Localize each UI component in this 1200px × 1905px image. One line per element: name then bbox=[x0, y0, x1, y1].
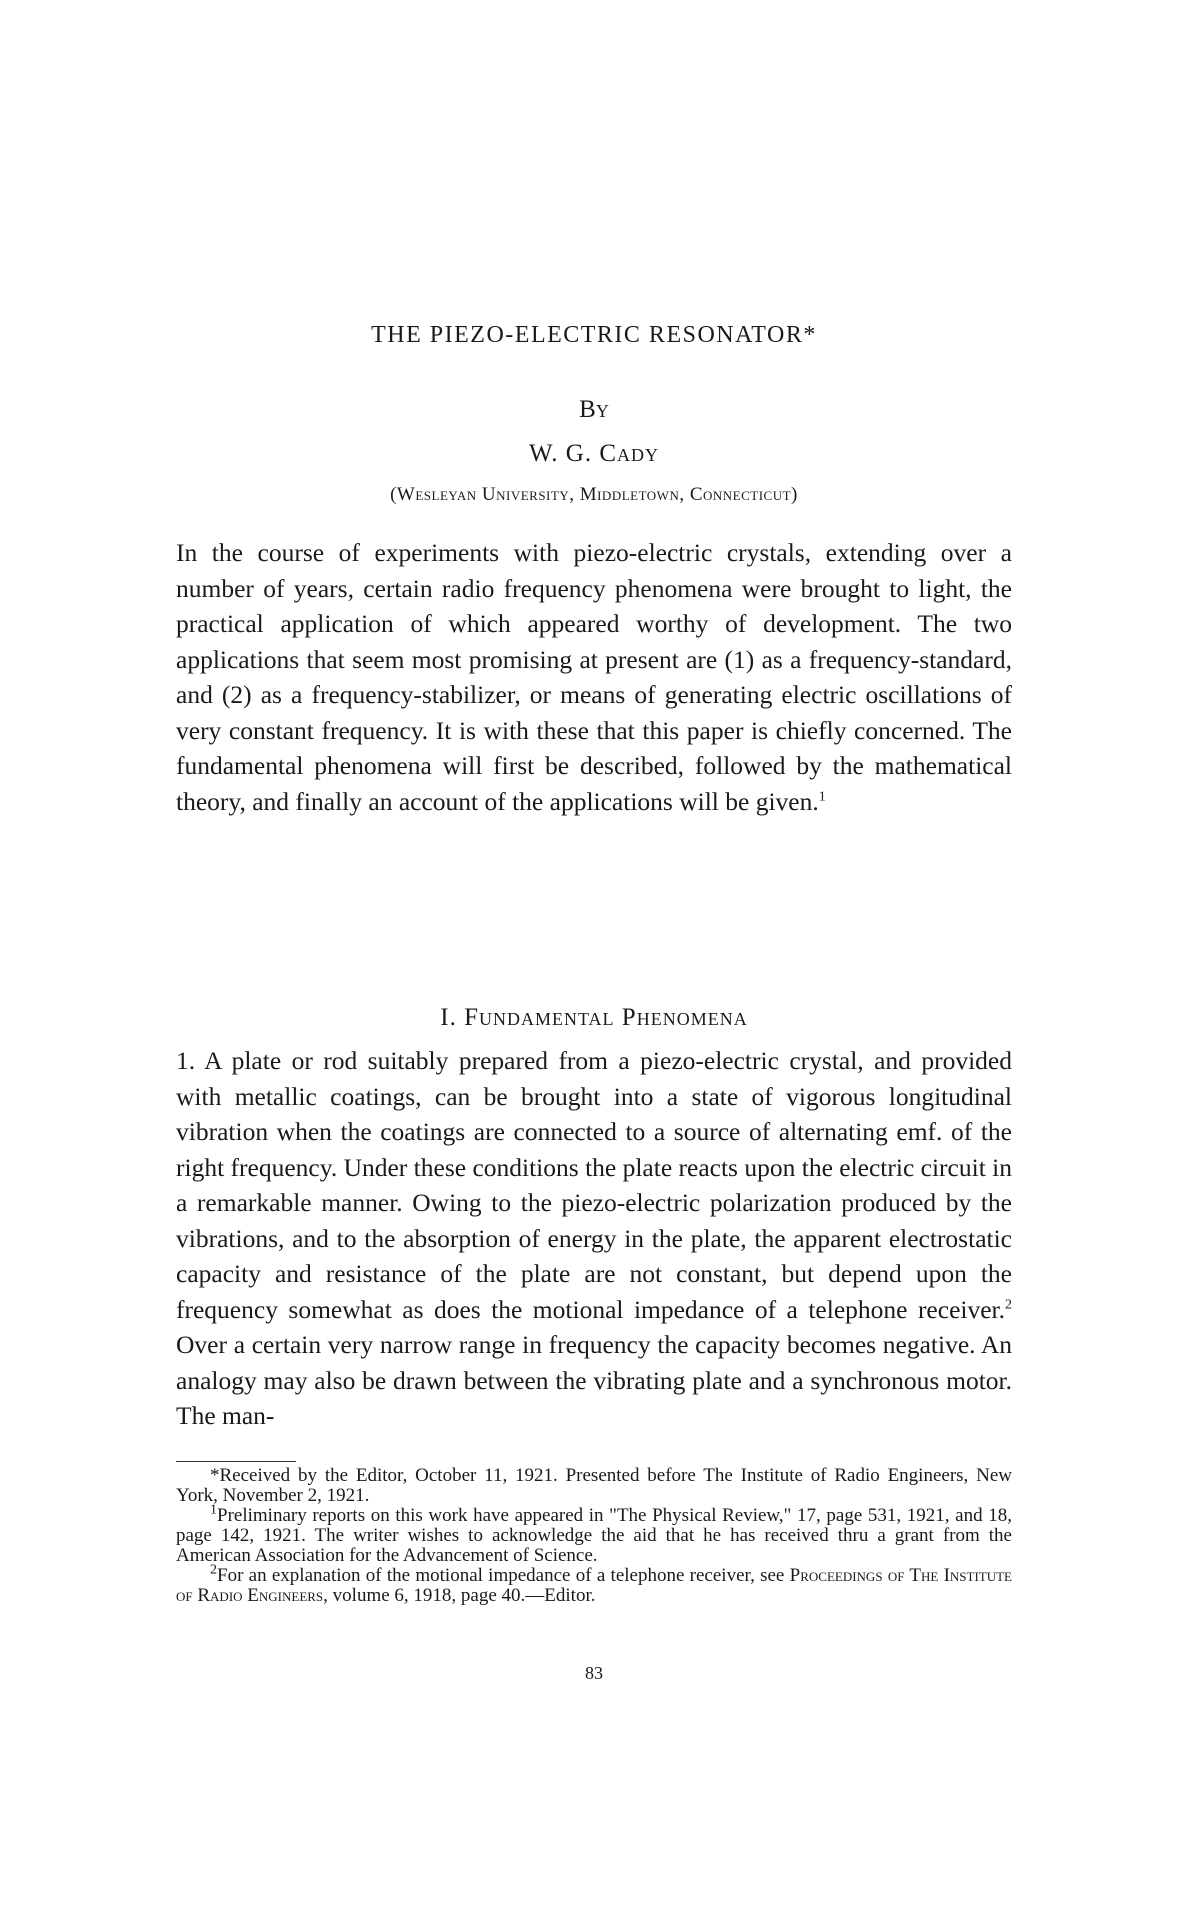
footnote-2-tail: , volume 6, 1918, page 40.—Editor. bbox=[323, 1585, 596, 1606]
page-number: 83 bbox=[585, 1663, 603, 1683]
footnote-star: *Received by the Editor, October 11, 1921. Presented before The Institute of Radio Engineers, New York, November 2, 1921. bbox=[176, 1465, 1012, 1506]
intro-paragraph bbox=[176, 535, 1012, 819]
footnote-divider bbox=[176, 1461, 296, 1462]
footnote-1-mark: 1 bbox=[210, 1502, 217, 1518]
author-affiliation: (Wesleyan University, Middletown, Connecticut) bbox=[390, 484, 798, 505]
footnote-ref-1: 1 bbox=[818, 789, 826, 804]
section-paragraph-text-a: 1. A plate or rod suitably prepared from a piezo-electric crystal, and provided with metallic coatings, can be brought into a state of vigorous longitudinal vibration when the coatings are connected to a source of alternating emf. of the right frequency. Under these conditions the plate reacts upon the electric circuit in a remarkable manner. Owing to the piezo-electric polarization produced by the vibrations, and to the absorption of energy in the plate, the apparent electrostatic capacity and resistance of the plate are not constant, but depend upon the frequency somewhat as does the motional impedance of a telephone receiver. bbox=[176, 1046, 1012, 1324]
section-heading: I. Fundamental Phenomena bbox=[440, 1004, 748, 1031]
footnote-1 bbox=[176, 1502, 1012, 1566]
footnote-2-source: Proceedings of The Institute of Radio Engineers bbox=[176, 1565, 1012, 1606]
footnote-2 bbox=[176, 1562, 1012, 1606]
footnote-ref-2: 2 bbox=[1005, 1297, 1012, 1312]
journal-page bbox=[176, 0, 1012, 1905]
section-paragraph-text-b: Over a certain very narrow range in frequency the capacity becomes negative. An analogy may also be drawn between the vibrating plate and a synchronous motor. The man- bbox=[176, 1330, 1012, 1430]
byline: By bbox=[579, 396, 609, 423]
footnote-1-text: Preliminary reports on this work have appeared in "The Physical Review," 17, page 531, 1921, and 18, page 142, 1921. The writer wishes to acknowledge the aid that he has received thru a grant from the American Association for the Advancement of Science. bbox=[176, 1505, 1012, 1566]
article-title: THE PIEZO-ELECTRIC RESONATOR* bbox=[371, 322, 817, 348]
author-name: W. G. Cady bbox=[528, 440, 660, 467]
footnotes bbox=[176, 1466, 1012, 1606]
intro-paragraph-text: In the course of experiments with piezo-electric crystals, extending over a number of years, certain radio frequency phenomena were brought to light, the practical application of which appeared worthy of development. The two applications that seem most promising at present are (1) as a frequency-standard, and (2) as a frequency-stabilizer, or means of generating electric oscillations of very constant frequency. It is with these that this paper is chiefly concerned. The fundamental phenomena will first be described, followed by the mathematical theory, and finally an account of the applications will be given. bbox=[176, 538, 1012, 816]
footnote-2-mark: 2 bbox=[210, 1562, 217, 1578]
footnote-2-text: For an explanation of the motional impedance of a telephone receiver, see bbox=[217, 1565, 790, 1586]
section-paragraph-1 bbox=[176, 1043, 1012, 1434]
